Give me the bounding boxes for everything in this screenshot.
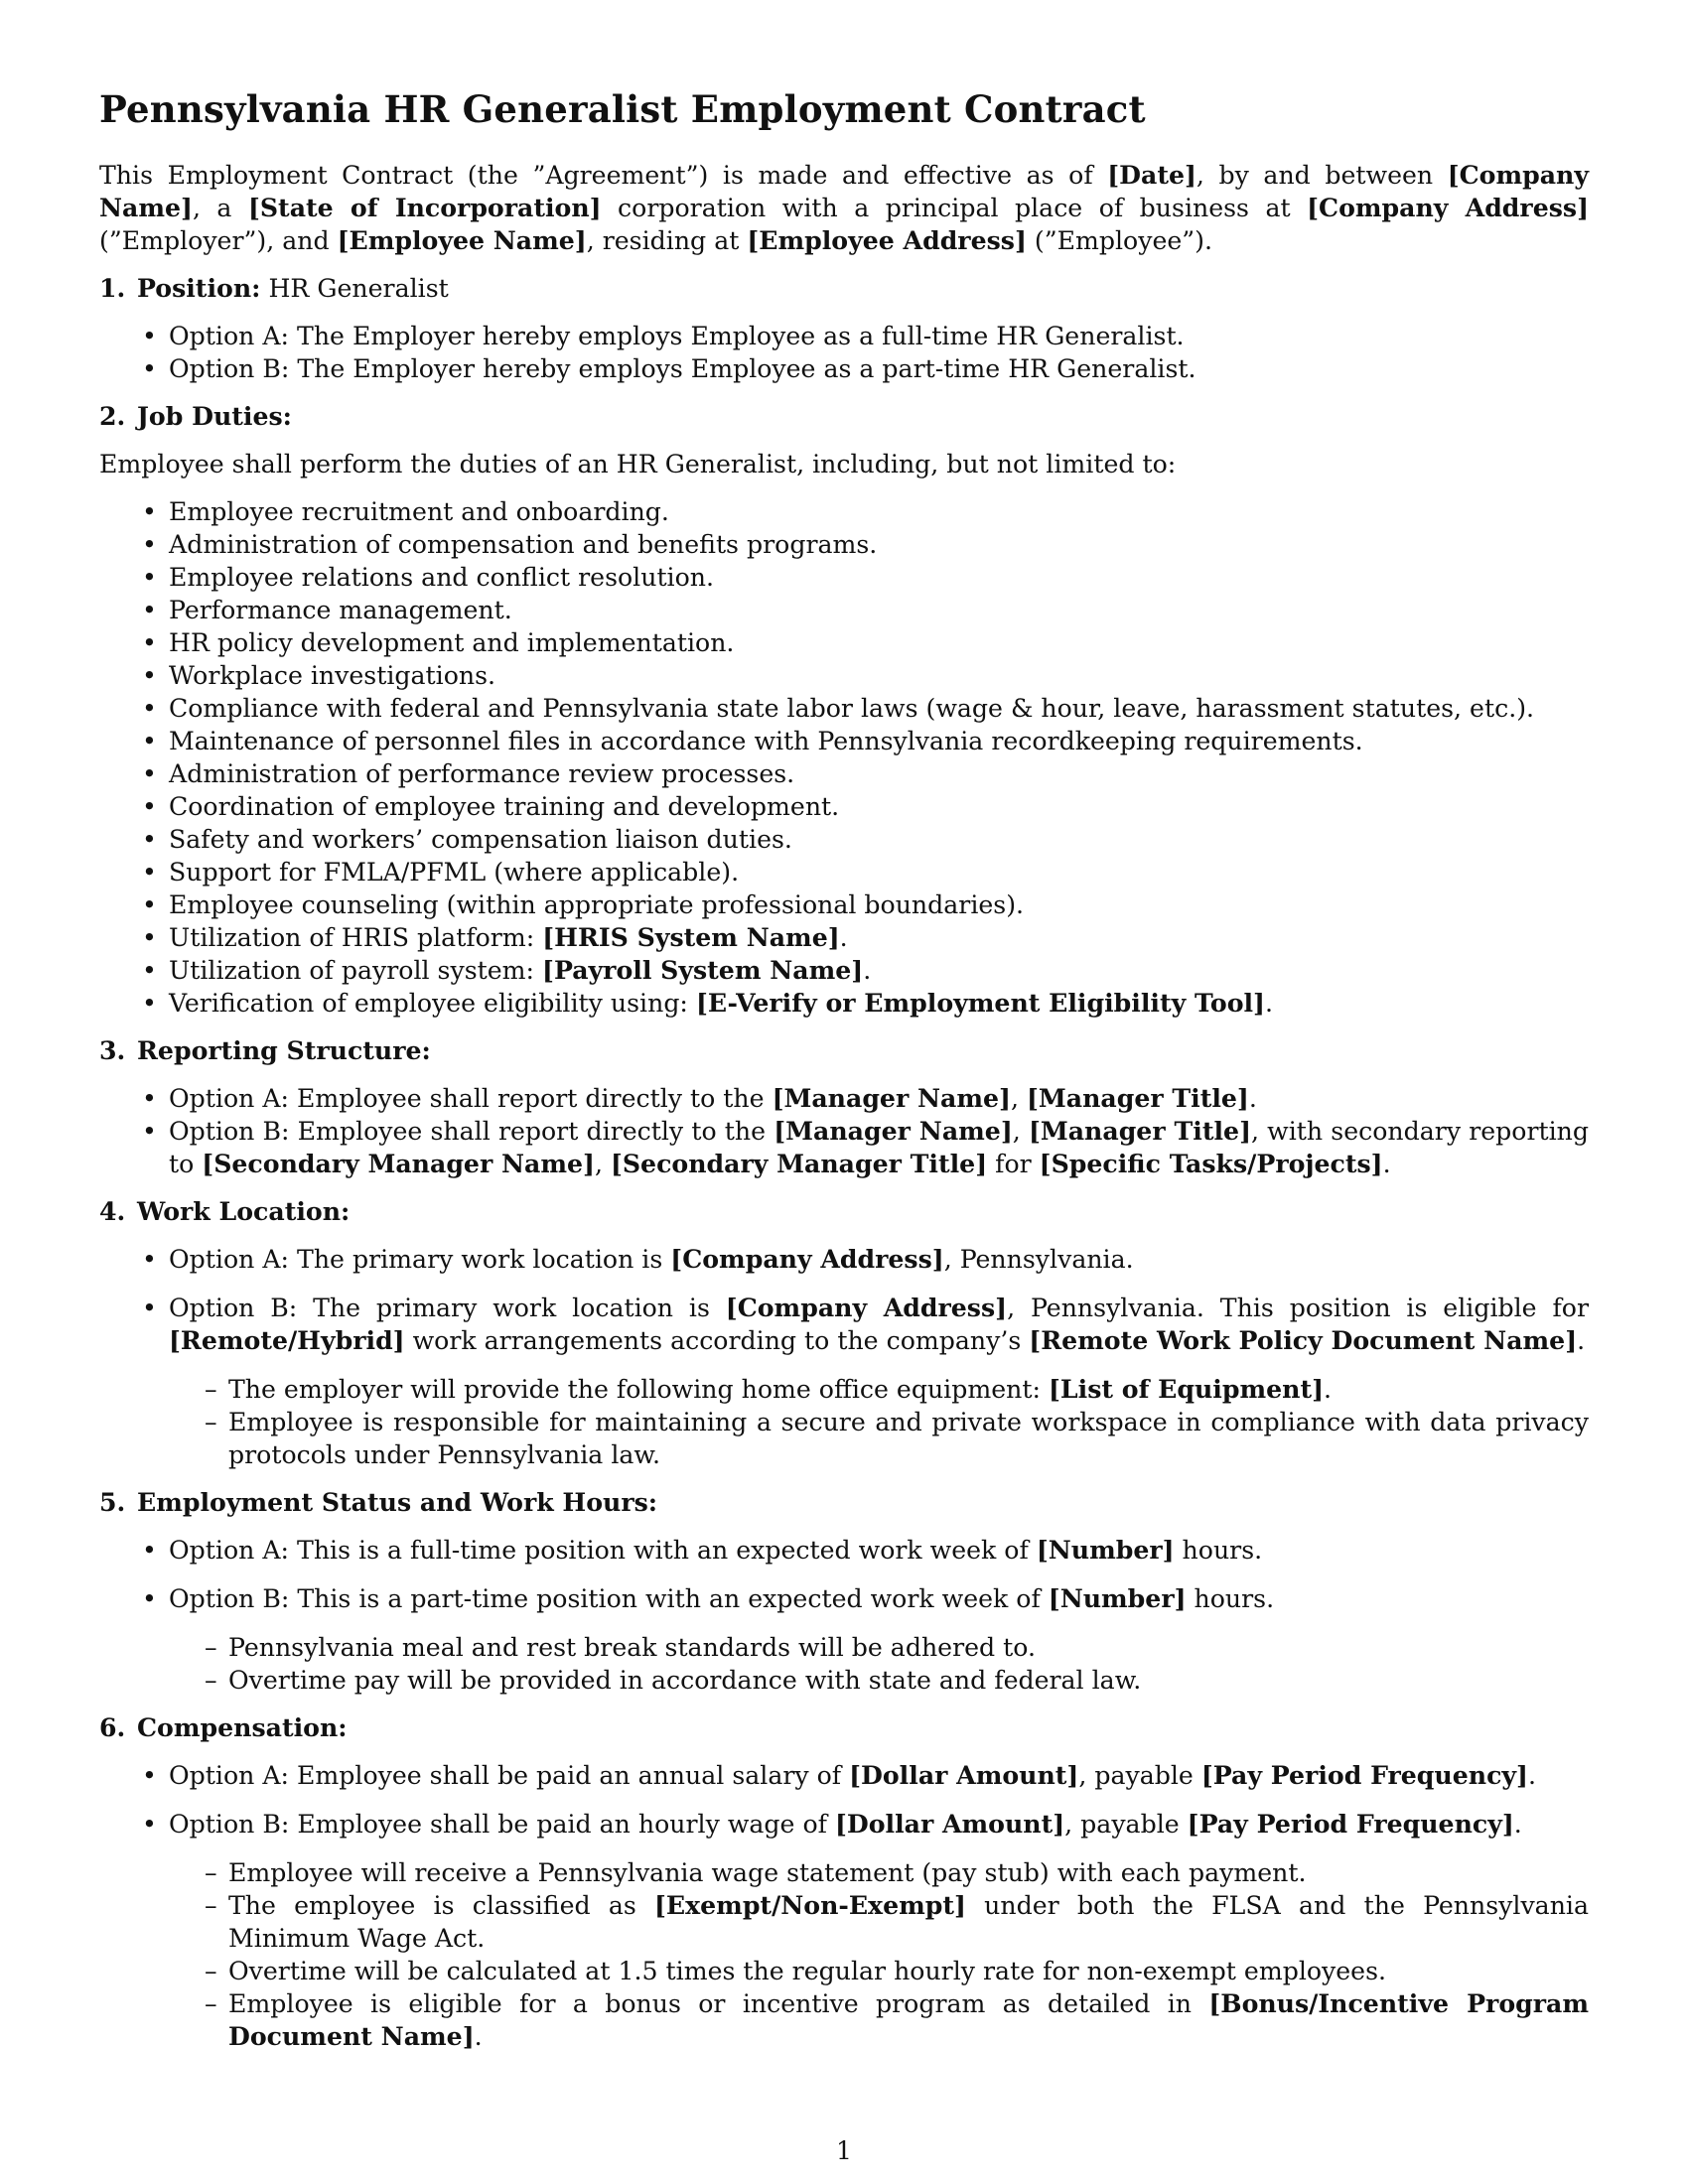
list-item: • Employee counseling (within appropriate professional boundaries). (99, 888, 1589, 921)
page-number: 1 (836, 2136, 852, 2165)
list-item: • Option B: The primary work location is [Company Address], Pennsylvania. This position is eligible for [Remote/Hybrid] work arrangements according to the company’s [Remote Work Policy Document Name]. – The employer will provide the following home office equipment: [List of Equipment]. – Employee is responsible for maintaining a secure and private workspace in compliance with data privacy protocols under Pennsylvania law. (99, 1292, 1589, 1471)
tasks-placeholder: [Specific Tasks/Projects] (1039, 1149, 1383, 1178)
payroll-placeholder: [Payroll System Name] (542, 955, 864, 985)
date-placeholder: [Date] (1107, 160, 1196, 190)
manager-name-placeholder: [Manager Name] (774, 1116, 1013, 1146)
list-item: • Option A: Employee shall report directly to the [Manager Name], [Manager Title]. (99, 1082, 1589, 1115)
list-item: – Employee will receive a Pennsylvania wage statement (pay stub) with each payment. (169, 1856, 1589, 1889)
list-item: • Administration of performance review processes. (99, 757, 1589, 790)
state-placeholder: [State of Incorporation] (247, 193, 602, 222)
company-name-placeholder: [Company Name] (99, 160, 1589, 222)
list-item: • Compliance with federal and Pennsylvania state labor laws (wage & hour, leave, harassment statutes, etc.). (99, 692, 1589, 725)
list-item: • Option B: Employee shall report directly to the [Manager Name], [Manager Title], with secondary reporting to [Secondary Manager Name], [Secondary Manager Title] for [Specific Tasks/Projects]. (99, 1115, 1589, 1180)
list-item: • Coordination of employee training and development. (99, 790, 1589, 823)
list-item: – Employee is eligible for a bonus or incentive program as detailed in [Bonus/Incentive Program Document Name]. (169, 1987, 1589, 2053)
work-location-options (99, 1243, 1589, 1471)
list-item: • Employee recruitment and onboarding. (99, 495, 1589, 528)
dollar-amount-placeholder: [Dollar Amount] (834, 1809, 1065, 1839)
secondary-manager-title-placeholder: [Secondary Manager Title] (610, 1149, 988, 1178)
list-item: • Verification of employee eligibility using: [E-Verify or Employment Eligibility Tool]. (99, 987, 1589, 1020)
secondary-manager-name-placeholder: [Secondary Manager Name] (202, 1149, 595, 1178)
list-item: – The employee is classified as [Exempt/Non-Exempt] under both the FLSA and the Pennsylvania Minimum Wage Act. (169, 1889, 1589, 1955)
list-item: • Option B: Employee shall be paid an hourly wage of [Dollar Amount], payable [Pay Period Frequency]. – Employee will receive a Pennsylvania wage statement (pay stub) with each payment. – The employee is classified as [Exempt/Non-Exempt] under both the FLSA and the Pennsylvania Minimum Wage Act. – Overtime will be calculated at 1.5 times the regular hourly rate for non-exempt employees. – Employee is eligible for a bonus or incentive program as detailed in [Bonus/Incentive Program Document Name]. (99, 1808, 1589, 2053)
work-hours-subitems (169, 1631, 1589, 1697)
list-item: • Option A: Employee shall be paid an annual salary of [Dollar Amount], payable [Pay Period Frequency]. (99, 1759, 1589, 1792)
bonus-program-placeholder: [Bonus/Incentive Program Document Name] (228, 1988, 1589, 2051)
list-item: • Option A: The Employer hereby employs Employee as a full-time HR Generalist. (99, 320, 1589, 352)
list-item: • Safety and workers’ compensation liaison duties. (99, 823, 1589, 856)
pay-frequency-placeholder: [Pay Period Frequency] (1200, 1760, 1528, 1790)
compensation-subitems (169, 1856, 1589, 2053)
list-item: – Overtime pay will be provided in accordance with state and federal law. (169, 1664, 1589, 1697)
reporting-options (99, 1082, 1589, 1180)
remote-hybrid-placeholder: [Remote/Hybrid] (169, 1325, 405, 1355)
hours-number-placeholder: [Number] (1048, 1583, 1187, 1613)
pay-frequency-placeholder: [Pay Period Frequency] (1187, 1809, 1514, 1839)
list-item: • Administration of compensation and benefits programs. (99, 528, 1589, 561)
list-item: – The employer will provide the following home office equipment: [List of Equipment]. (169, 1373, 1589, 1406)
employee-address-placeholder: [Employee Address] (747, 225, 1027, 255)
work-hours-options (99, 1534, 1589, 1697)
company-address-placeholder: [Company Address] (1307, 193, 1589, 222)
compensation-options (99, 1759, 1589, 2053)
list-item: • Option A: The primary work location is [Company Address], Pennsylvania. (99, 1243, 1589, 1276)
list-item: – Pennsylvania meal and rest break standards will be adhered to. (169, 1631, 1589, 1664)
section-heading-job-duties: 2. Job Duties: (99, 401, 292, 431)
list-item: • Performance management. (99, 594, 1589, 626)
list-item: • Utilization of payroll system: [Payroll System Name]. (99, 954, 1589, 987)
equipment-placeholder: [List of Equipment] (1049, 1374, 1325, 1404)
list-item: • Workplace investigations. (99, 659, 1589, 692)
dollar-amount-placeholder: [Dollar Amount] (849, 1760, 1079, 1790)
employee-name-placeholder: [Employee Name] (337, 225, 587, 255)
job-duties-list (99, 495, 1589, 1020)
contract-page (99, 85, 1589, 2068)
list-item: • Option A: This is a full-time position with an expected work week of [Number] hours. (99, 1534, 1589, 1567)
list-item: – Overtime will be calculated at 1.5 times the regular hourly rate for non-exempt employees. (169, 1955, 1589, 1987)
exempt-status-placeholder: [Exempt/Non-Exempt] (654, 1890, 966, 1920)
list-item: • Option B: This is a part-time position with an expected work week of [Number] hours. – Pennsylvania meal and rest break standards will be adhered to. – Overtime pay will be provided in accordance with state and federal law. (99, 1582, 1589, 1697)
section-heading-work-location: 4. Work Location: (99, 1196, 351, 1226)
section-heading-work-hours: 5. Employment Status and Work Hours: (99, 1487, 658, 1517)
manager-name-placeholder: [Manager Name] (772, 1083, 1011, 1113)
manager-title-placeholder: [Manager Title] (1028, 1116, 1251, 1146)
hours-number-placeholder: [Number] (1036, 1535, 1175, 1565)
job-duties-lead: Employee shall perform the duties of an HR Generalist, including, but not limited to: (99, 450, 1177, 478)
list-item: • HR policy development and implementation. (99, 626, 1589, 659)
list-item: – Employee is responsible for maintaining a secure and private workspace in compliance with data privacy protocols under Pennsylvania law. (169, 1406, 1589, 1471)
remote-policy-placeholder: [Remote Work Policy Document Name] (1029, 1325, 1578, 1355)
hris-placeholder: [HRIS System Name] (542, 922, 840, 952)
list-item: • Support for FMLA/PFML (where applicable). (99, 856, 1589, 888)
list-item: • Utilization of HRIS platform: [HRIS System Name]. (99, 921, 1589, 954)
document-title: Pennsylvania HR Generalist Employment Contract (99, 87, 1146, 131)
section-heading-compensation: 6. Compensation: (99, 1712, 348, 1742)
intro-paragraph: This Employment Contract (the ”Agreement”) is made and effective as of [Date], by and between [Company Name], a [State of Incorporation] corporation with a principal place of business at [Company Address] (”Employer”), and [Employee Name], residing at [Employee Address] (”Employee”). (99, 160, 1589, 255)
position-options (99, 320, 1589, 385)
company-address-placeholder: [Company Address] (670, 1244, 944, 1274)
verification-placeholder: [E-Verify or Employment Eligibility Tool] (695, 988, 1265, 1018)
section-heading-position: 1. Position: HR Generalist (99, 273, 449, 303)
work-location-subitems (169, 1373, 1589, 1471)
list-item: • Option B: The Employer hereby employs Employee as a part-time HR Generalist. (99, 352, 1589, 385)
section-heading-reporting: 3. Reporting Structure: (99, 1035, 431, 1065)
list-item: • Employee relations and conflict resolution. (99, 561, 1589, 594)
company-address-placeholder: [Company Address] (725, 1293, 1008, 1322)
list-item: • Maintenance of personnel files in accordance with Pennsylvania recordkeeping requirements. (99, 725, 1589, 757)
manager-title-placeholder: [Manager Title] (1026, 1083, 1249, 1113)
